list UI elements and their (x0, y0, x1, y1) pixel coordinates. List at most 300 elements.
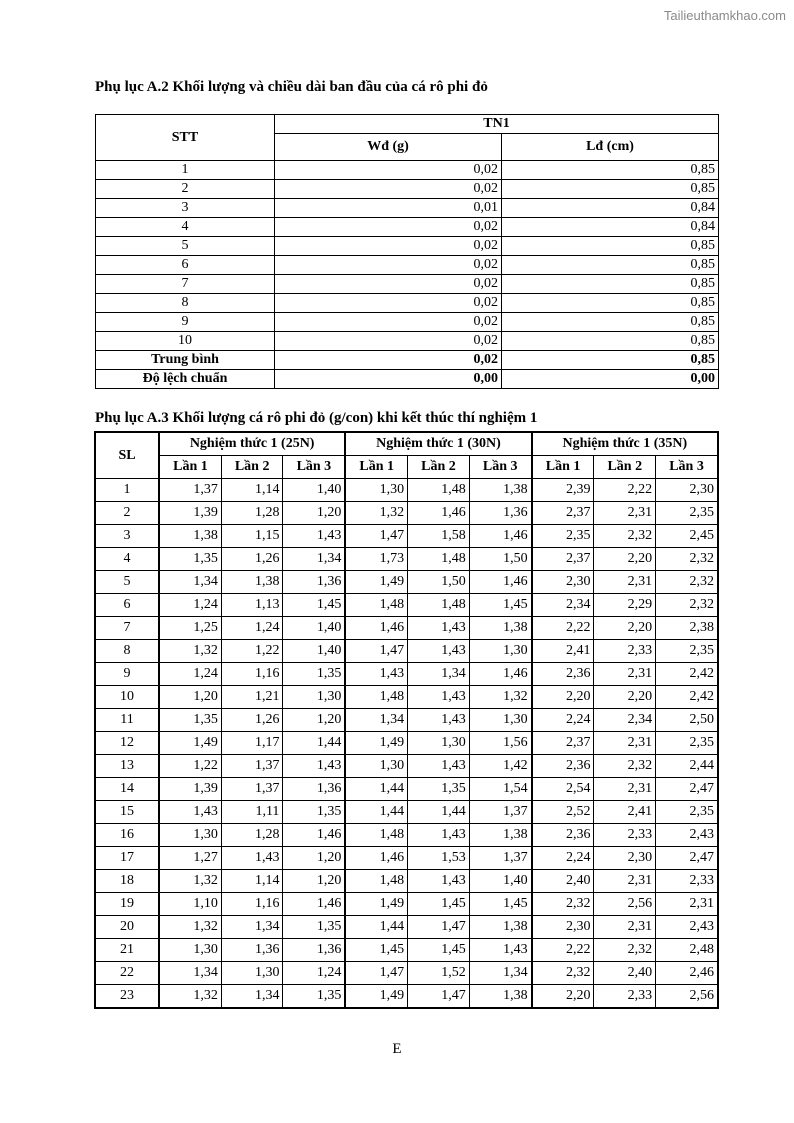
weight-cell: 2,24 (532, 709, 594, 732)
weight-cell: 2,29 (594, 594, 656, 617)
weight-cell: 2,47 (656, 847, 718, 870)
cell-stt: 6 (96, 256, 275, 275)
weight-cell: 2,22 (594, 479, 656, 502)
row-index: 8 (95, 640, 159, 663)
weight-cell: 1,27 (159, 847, 221, 870)
cell-wd: 0,02 (275, 161, 502, 180)
table-row (95, 893, 718, 916)
table-row (96, 256, 719, 275)
weight-cell: 2,20 (532, 985, 594, 1009)
weight-cell: 1,44 (345, 778, 407, 801)
weight-cell: 2,33 (594, 985, 656, 1009)
weight-cell: 1,21 (221, 686, 283, 709)
weight-cell: 1,37 (221, 755, 283, 778)
cell-wd: 0,02 (275, 332, 502, 351)
summary-ld: 0,00 (502, 370, 719, 389)
cell-stt: 8 (96, 294, 275, 313)
cell-stt: 5 (96, 237, 275, 256)
weight-cell: 1,20 (283, 709, 345, 732)
weight-cell: 2,30 (656, 479, 718, 502)
weight-cell: 1,30 (159, 824, 221, 847)
weight-cell: 1,22 (159, 755, 221, 778)
summary-ld: 0,85 (502, 351, 719, 370)
weight-cell: 1,47 (408, 916, 470, 939)
weight-cell: 1,43 (159, 801, 221, 824)
weight-cell: 1,46 (469, 525, 531, 548)
weight-cell: 2,32 (656, 594, 718, 617)
weight-cell: 2,31 (594, 778, 656, 801)
weight-cell: 2,46 (656, 962, 718, 985)
page-number: E (392, 1041, 402, 1057)
weight-cell: 1,26 (221, 548, 283, 571)
weight-cell: 1,46 (408, 502, 470, 525)
weight-cell: 2,20 (594, 617, 656, 640)
table-row (95, 479, 718, 502)
weight-cell: 1,43 (221, 847, 283, 870)
appendix-a2-title: Phụ lục A.2 Khối lượng và chiều dài ban đầu của cá rô phi đỏ (95, 79, 488, 95)
weight-cell: 1,26 (221, 709, 283, 732)
weight-cell: 1,32 (159, 985, 221, 1009)
cell-ld: 0,85 (502, 180, 719, 199)
table-row (95, 709, 718, 732)
weight-cell: 2,47 (656, 778, 718, 801)
table-row (95, 594, 718, 617)
weight-cell: 1,46 (345, 847, 407, 870)
cell-stt: 2 (96, 180, 275, 199)
weight-cell: 1,45 (408, 939, 470, 962)
weight-cell: 2,39 (532, 479, 594, 502)
table-row (95, 962, 718, 985)
weight-cell: 1,35 (283, 663, 345, 686)
weight-cell: 1,36 (469, 502, 531, 525)
weight-cell: 1,46 (283, 893, 345, 916)
weight-cell: 1,34 (159, 571, 221, 594)
weight-cell: 1,20 (283, 847, 345, 870)
weight-cell: 1,30 (345, 479, 407, 502)
weight-cell: 1,48 (408, 479, 470, 502)
weight-cell: 1,53 (408, 847, 470, 870)
weight-cell: 1,38 (469, 617, 531, 640)
weight-cell: 1,48 (345, 594, 407, 617)
row-index: 12 (95, 732, 159, 755)
row-index: 21 (95, 939, 159, 962)
weight-cell: 2,32 (532, 893, 594, 916)
subheader-lan-2: Lần 2 (408, 456, 470, 479)
weight-cell: 1,37 (159, 479, 221, 502)
weight-cell: 1,46 (469, 663, 531, 686)
row-index: 2 (95, 502, 159, 525)
table-row (95, 686, 718, 709)
table-row (95, 755, 718, 778)
table-row (95, 778, 718, 801)
weight-cell: 2,42 (656, 686, 718, 709)
group-header-35n: Nghiệm thức 1 (35N) (532, 432, 718, 456)
summary-row (96, 351, 719, 370)
weight-cell: 2,32 (594, 939, 656, 962)
weight-cell: 1,35 (159, 548, 221, 571)
weight-cell: 1,22 (221, 640, 283, 663)
weight-cell: 1,43 (408, 709, 470, 732)
weight-cell: 1,32 (159, 870, 221, 893)
weight-cell: 1,43 (469, 939, 531, 962)
table-row (96, 275, 719, 294)
row-index: 14 (95, 778, 159, 801)
weight-cell: 2,24 (532, 847, 594, 870)
table-row (95, 824, 718, 847)
row-index: 11 (95, 709, 159, 732)
cell-stt: 10 (96, 332, 275, 351)
tn1-group-header: TN1 (275, 115, 719, 134)
weight-cell: 2,22 (532, 939, 594, 962)
weight-cell: 1,44 (283, 732, 345, 755)
weight-cell: 1,40 (469, 870, 531, 893)
cell-ld: 0,85 (502, 161, 719, 180)
cell-wd: 0,02 (275, 275, 502, 294)
weight-cell: 1,45 (345, 939, 407, 962)
weight-cell: 1,24 (283, 962, 345, 985)
weight-cell: 1,49 (345, 732, 407, 755)
watermark: Tailieuthamkhao.com (663, 8, 786, 23)
weight-cell: 2,42 (656, 663, 718, 686)
weight-cell: 2,32 (656, 571, 718, 594)
weight-cell: 1,37 (469, 847, 531, 870)
weight-cell: 2,35 (532, 525, 594, 548)
weight-cell: 1,11 (221, 801, 283, 824)
subheader-lan-1: Lần 1 (532, 456, 594, 479)
weight-cell: 1,46 (345, 617, 407, 640)
weight-cell: 2,35 (656, 801, 718, 824)
table-row (95, 870, 718, 893)
weight-cell: 2,32 (594, 525, 656, 548)
weight-cell: 1,46 (469, 571, 531, 594)
row-index: 7 (95, 617, 159, 640)
table-row (96, 237, 719, 256)
cell-wd: 0,01 (275, 199, 502, 218)
weight-cell: 1,32 (159, 640, 221, 663)
appendix-a3-table (94, 431, 719, 1009)
weight-cell: 1,36 (283, 939, 345, 962)
weight-cell: 1,48 (345, 870, 407, 893)
row-index: 20 (95, 916, 159, 939)
weight-cell: 1,38 (159, 525, 221, 548)
table-row (96, 294, 719, 313)
weight-cell: 2,40 (594, 962, 656, 985)
weight-cell: 1,42 (469, 755, 531, 778)
cell-ld: 0,85 (502, 256, 719, 275)
weight-cell: 1,49 (345, 985, 407, 1009)
weight-cell: 1,35 (283, 916, 345, 939)
weight-cell: 1,44 (408, 801, 470, 824)
weight-cell: 1,34 (221, 916, 283, 939)
cell-ld: 0,85 (502, 237, 719, 256)
weight-cell: 1,45 (469, 594, 531, 617)
weight-cell: 2,48 (656, 939, 718, 962)
weight-cell: 1,44 (345, 801, 407, 824)
weight-cell: 1,38 (469, 824, 531, 847)
weight-cell: 2,37 (532, 548, 594, 571)
weight-cell: 1,36 (221, 939, 283, 962)
row-index: 19 (95, 893, 159, 916)
row-index: 5 (95, 571, 159, 594)
weight-cell: 1,47 (345, 962, 407, 985)
cell-ld: 0,85 (502, 332, 719, 351)
weight-cell: 1,47 (408, 985, 470, 1009)
row-index: 22 (95, 962, 159, 985)
table-row (95, 801, 718, 824)
weight-cell: 1,34 (469, 962, 531, 985)
weight-cell: 2,56 (656, 985, 718, 1009)
row-index: 23 (95, 985, 159, 1009)
summary-label: Độ lệch chuẩn (96, 370, 275, 389)
weight-cell: 2,37 (532, 502, 594, 525)
weight-cell: 1,49 (159, 732, 221, 755)
weight-cell: 1,52 (408, 962, 470, 985)
table-row (96, 199, 719, 218)
table-row (95, 617, 718, 640)
weight-cell: 1,24 (221, 617, 283, 640)
weight-cell: 1,20 (283, 502, 345, 525)
weight-cell: 1,30 (345, 755, 407, 778)
weight-cell: 1,10 (159, 893, 221, 916)
cell-wd: 0,02 (275, 218, 502, 237)
weight-cell: 2,20 (594, 686, 656, 709)
ld-header: Lđ (cm) (502, 134, 719, 161)
weight-cell: 2,31 (594, 870, 656, 893)
cell-stt: 7 (96, 275, 275, 294)
weight-cell: 2,54 (532, 778, 594, 801)
weight-cell: 2,33 (656, 870, 718, 893)
weight-cell: 1,30 (408, 732, 470, 755)
weight-cell: 1,35 (283, 801, 345, 824)
weight-cell: 2,36 (532, 663, 594, 686)
weight-cell: 1,45 (283, 594, 345, 617)
table-row (95, 548, 718, 571)
cell-stt: 3 (96, 199, 275, 218)
cell-wd: 0,02 (275, 237, 502, 256)
cell-wd: 0,02 (275, 313, 502, 332)
row-index: 1 (95, 479, 159, 502)
table-row (96, 161, 719, 180)
cell-wd: 0,02 (275, 294, 502, 313)
weight-cell: 1,43 (408, 640, 470, 663)
weight-cell: 1,43 (283, 755, 345, 778)
weight-cell: 1,15 (221, 525, 283, 548)
weight-cell: 2,34 (532, 594, 594, 617)
stt-header: STT (96, 115, 275, 161)
weight-cell: 1,40 (283, 640, 345, 663)
weight-cell: 1,39 (159, 778, 221, 801)
weight-cell: 1,34 (221, 985, 283, 1009)
weight-cell: 1,35 (408, 778, 470, 801)
weight-cell: 1,43 (283, 525, 345, 548)
weight-cell: 1,32 (159, 916, 221, 939)
weight-cell: 1,20 (159, 686, 221, 709)
weight-cell: 1,30 (221, 962, 283, 985)
table-row (95, 939, 718, 962)
weight-cell: 2,20 (594, 548, 656, 571)
weight-cell: 1,45 (408, 893, 470, 916)
weight-cell: 1,17 (221, 732, 283, 755)
weight-cell: 1,48 (345, 686, 407, 709)
weight-cell: 1,47 (345, 640, 407, 663)
weight-cell: 2,32 (532, 962, 594, 985)
weight-cell: 2,43 (656, 824, 718, 847)
table-row (95, 571, 718, 594)
weight-cell: 2,44 (656, 755, 718, 778)
subheader-lan-1: Lần 1 (159, 456, 221, 479)
weight-cell: 1,38 (469, 916, 531, 939)
weight-cell: 1,48 (408, 594, 470, 617)
weight-cell: 1,45 (469, 893, 531, 916)
row-index: 13 (95, 755, 159, 778)
weight-cell: 2,30 (532, 916, 594, 939)
weight-cell: 2,35 (656, 732, 718, 755)
weight-cell: 1,30 (469, 709, 531, 732)
weight-cell: 1,34 (159, 962, 221, 985)
weight-cell: 2,31 (594, 571, 656, 594)
weight-cell: 1,34 (345, 709, 407, 732)
weight-cell: 2,31 (594, 502, 656, 525)
weight-cell: 2,33 (594, 824, 656, 847)
row-index: 17 (95, 847, 159, 870)
weight-cell: 1,50 (469, 548, 531, 571)
cell-ld: 0,84 (502, 199, 719, 218)
table-row (96, 180, 719, 199)
weight-cell: 2,22 (532, 617, 594, 640)
wd-header: Wđ (g) (275, 134, 502, 161)
weight-cell: 1,40 (283, 617, 345, 640)
weight-cell: 1,43 (408, 870, 470, 893)
weight-cell: 1,30 (159, 939, 221, 962)
sl-header: SL (95, 432, 159, 479)
weight-cell: 1,36 (283, 778, 345, 801)
weight-cell: 2,32 (656, 548, 718, 571)
table-row (95, 916, 718, 939)
table-row (95, 985, 718, 1009)
weight-cell: 2,34 (594, 709, 656, 732)
row-index: 6 (95, 594, 159, 617)
weight-cell: 1,48 (408, 548, 470, 571)
weight-cell: 2,31 (594, 916, 656, 939)
subheader-lan-2: Lần 2 (594, 456, 656, 479)
weight-cell: 1,43 (408, 824, 470, 847)
table-row (96, 332, 719, 351)
weight-cell: 1,40 (283, 479, 345, 502)
weight-cell: 2,40 (532, 870, 594, 893)
table-row (96, 313, 719, 332)
weight-cell: 2,31 (594, 732, 656, 755)
weight-cell: 2,31 (656, 893, 718, 916)
table-row (95, 847, 718, 870)
weight-cell: 1,13 (221, 594, 283, 617)
weight-cell: 1,35 (159, 709, 221, 732)
weight-cell: 1,56 (469, 732, 531, 755)
cell-wd: 0,02 (275, 180, 502, 199)
weight-cell: 2,43 (656, 916, 718, 939)
weight-cell: 1,30 (283, 686, 345, 709)
weight-cell: 1,38 (469, 985, 531, 1009)
weight-cell: 1,14 (221, 870, 283, 893)
weight-cell: 1,37 (221, 778, 283, 801)
group-header-30n: Nghiệm thức 1 (30N) (345, 432, 531, 456)
weight-cell: 1,44 (345, 916, 407, 939)
cell-stt: 9 (96, 313, 275, 332)
summary-wd: 0,00 (275, 370, 502, 389)
cell-ld: 0,85 (502, 294, 719, 313)
cell-ld: 0,84 (502, 218, 719, 237)
row-index: 18 (95, 870, 159, 893)
weight-cell: 1,16 (221, 663, 283, 686)
weight-cell: 1,48 (345, 824, 407, 847)
weight-cell: 1,14 (221, 479, 283, 502)
row-index: 15 (95, 801, 159, 824)
weight-cell: 2,52 (532, 801, 594, 824)
weight-cell: 2,33 (594, 640, 656, 663)
appendix-a2-table (95, 114, 719, 389)
weight-cell: 2,36 (532, 755, 594, 778)
appendix-a3-title: Phụ lục A.3 Khối lượng cá rô phi đỏ (g/con) khi kết thúc thí nghiệm 1 (95, 410, 538, 426)
weight-cell: 1,37 (469, 801, 531, 824)
weight-cell: 1,39 (159, 502, 221, 525)
weight-cell: 1,24 (159, 594, 221, 617)
weight-cell: 1,38 (221, 571, 283, 594)
table-row (96, 218, 719, 237)
cell-ld: 0,85 (502, 313, 719, 332)
weight-cell: 2,50 (656, 709, 718, 732)
weight-cell: 1,35 (283, 985, 345, 1009)
weight-cell: 1,47 (345, 525, 407, 548)
weight-cell: 1,30 (469, 640, 531, 663)
subheader-lan-3: Lần 3 (469, 456, 531, 479)
weight-cell: 1,24 (159, 663, 221, 686)
weight-cell: 1,32 (469, 686, 531, 709)
weight-cell: 1,43 (345, 663, 407, 686)
subheader-lan-3: Lần 3 (283, 456, 345, 479)
table-row (95, 732, 718, 755)
weight-cell: 2,35 (656, 502, 718, 525)
summary-label: Trung bình (96, 351, 275, 370)
weight-cell: 1,34 (408, 663, 470, 686)
table-row (95, 502, 718, 525)
summary-row (96, 370, 719, 389)
subheader-lan-3: Lần 3 (656, 456, 718, 479)
weight-cell: 1,73 (345, 548, 407, 571)
weight-cell: 1,36 (283, 571, 345, 594)
weight-cell: 2,30 (594, 847, 656, 870)
weight-cell: 2,35 (656, 640, 718, 663)
weight-cell: 2,38 (656, 617, 718, 640)
weight-cell: 2,36 (532, 824, 594, 847)
weight-cell: 2,32 (594, 755, 656, 778)
row-index: 9 (95, 663, 159, 686)
weight-cell: 1,49 (345, 571, 407, 594)
weight-cell: 1,43 (408, 755, 470, 778)
cell-stt: 1 (96, 161, 275, 180)
weight-cell: 1,58 (408, 525, 470, 548)
row-index: 16 (95, 824, 159, 847)
weight-cell: 1,46 (283, 824, 345, 847)
row-index: 10 (95, 686, 159, 709)
weight-cell: 1,54 (469, 778, 531, 801)
weight-cell: 2,31 (594, 663, 656, 686)
weight-cell: 1,38 (469, 479, 531, 502)
cell-ld: 0,85 (502, 275, 719, 294)
subheader-lan-1: Lần 1 (345, 456, 407, 479)
weight-cell: 1,28 (221, 824, 283, 847)
weight-cell: 1,16 (221, 893, 283, 916)
weight-cell: 2,30 (532, 571, 594, 594)
weight-cell: 2,37 (532, 732, 594, 755)
